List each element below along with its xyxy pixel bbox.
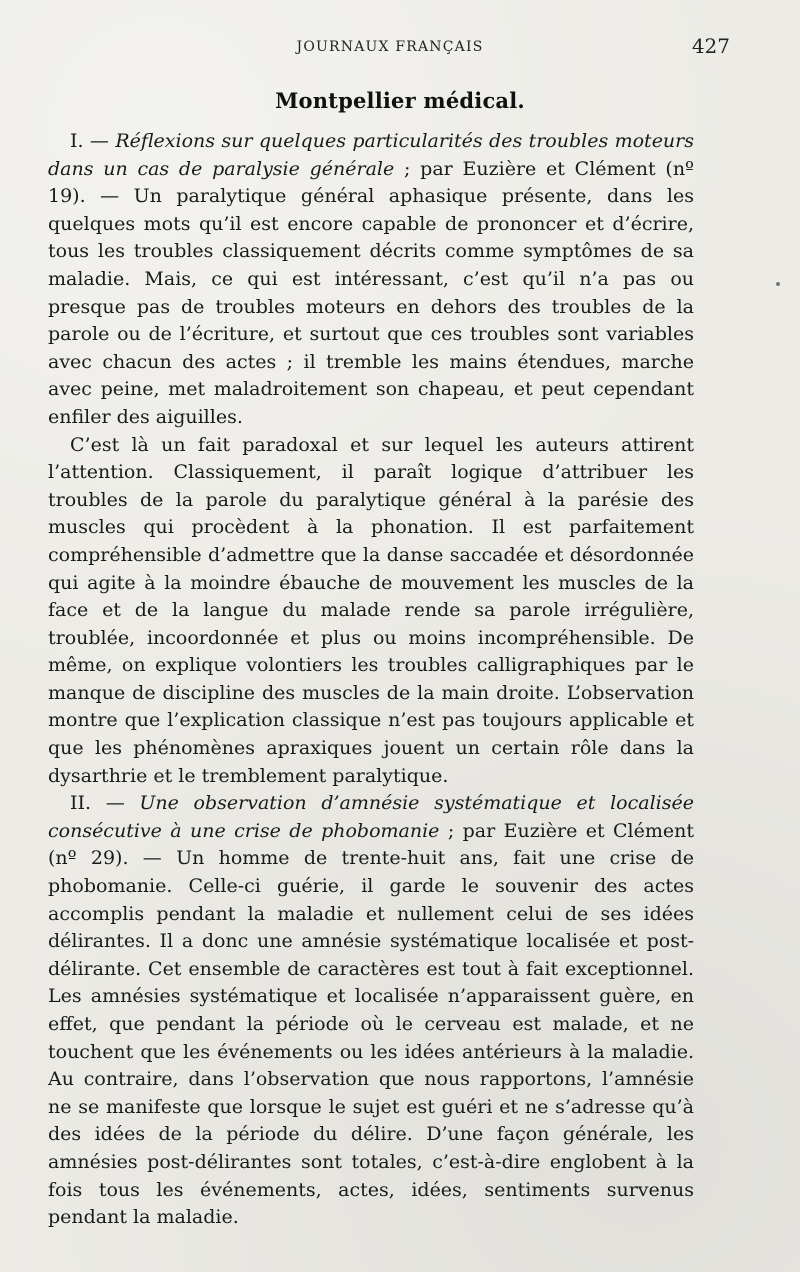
paragraph-2-body: C’est là un fait paradoxal et sur lequel les auteurs attirent l’attention. Classiquement, il paraît logique d’attribuer les troubles de la parole du paralytique général à la parésie des muscles qui procèdent à la phonation. Il est parfaitement compréhensible d’admettre que la danse saccadée et désordonnée qui agite à la moindre ébauche de mouvement les muscles de la face et de la langue du malade rende sa parole irrégulière, troublée, incoordonnée et plus ou moins incompréhensible. De même, on explique volontiers les troubles calligraphiques par le manque de discipline des muscles de la main droite. L’observation montre que l’explication classique n’est pas toujours applicable et que les phénomènes apraxiques jouent un certain rôle dans la dysarthrie et le tremblement paralytique.	[48, 433, 694, 787]
paragraph-2	[48, 432, 694, 791]
paragraph-1	[48, 128, 694, 432]
margin-dot	[776, 282, 780, 286]
page-header	[50, 34, 730, 60]
paragraph-3	[48, 790, 694, 1232]
paragraph-1-body: ; par Euzière et Clément (nº 19). — Un paralytique général aphasique présente, dans les quelques mots qu’il est encore capable de prononcer et d’écrire, tous les troubles classiquement décrits comme symptômes de sa maladie. Mais, ce qui est intéressant, c’est qu’il n’a pas ou presque pas de troubles moteurs en dehors des troubles de la parole ou de l’écriture, et surtout que ces troubles sont variables avec chacun des actes ; il tremble les mains étendues, marche avec peine, met maladroitement son chapeau, et peut cependant enfiler des aiguilles.	[48, 157, 694, 428]
paragraph-3-title: Une observation d’amnésie systématique et localisée consécutive à une crise de phobomanie	[48, 792, 694, 842]
article-body	[48, 128, 694, 1232]
paragraph-1-prefix: I. —	[70, 130, 116, 152]
running-head: JOURNAUX FRANÇAIS	[296, 39, 484, 55]
paragraph-1-title: Réflexions sur quelques particularités des troubles moteurs dans un cas de paralysie générale	[48, 130, 695, 180]
paragraph-3-prefix: II. —	[70, 792, 140, 815]
section-title: Montpellier médical.	[275, 88, 525, 113]
page-number: 427	[691, 34, 730, 58]
paragraph-3-body: ; par Euzière et Clément (nº 29). — Un homme de trente-huit ans, fait une crise de phobomanie. Celle-ci guérie, il garde le souvenir des actes accomplis pendant la maladie et nullement celui de ses idées délirantes. Il a donc une amnésie systématique localisée et post-délirante. Cet ensemble de caractères est tout à fait exceptionnel. Les amnésies systématique et localisée n’apparaissent guère, en effet, que pendant la période où le cerveau est malade, et ne touchent que les événements ou les idées antérieurs à la maladie. Au contraire, dans l’observation que nous rapportons, l’amnésie ne se manifeste que lorsque le sujet est guéri et ne s’adresse qu’à des idées de la période du délire. D’une façon générale, les amnésies post-délirantes sont totales, c’est-à-dire englobent à la fois tous les événements, actes, idées, sentiments survenus pendant la maladie.	[48, 819, 695, 1229]
